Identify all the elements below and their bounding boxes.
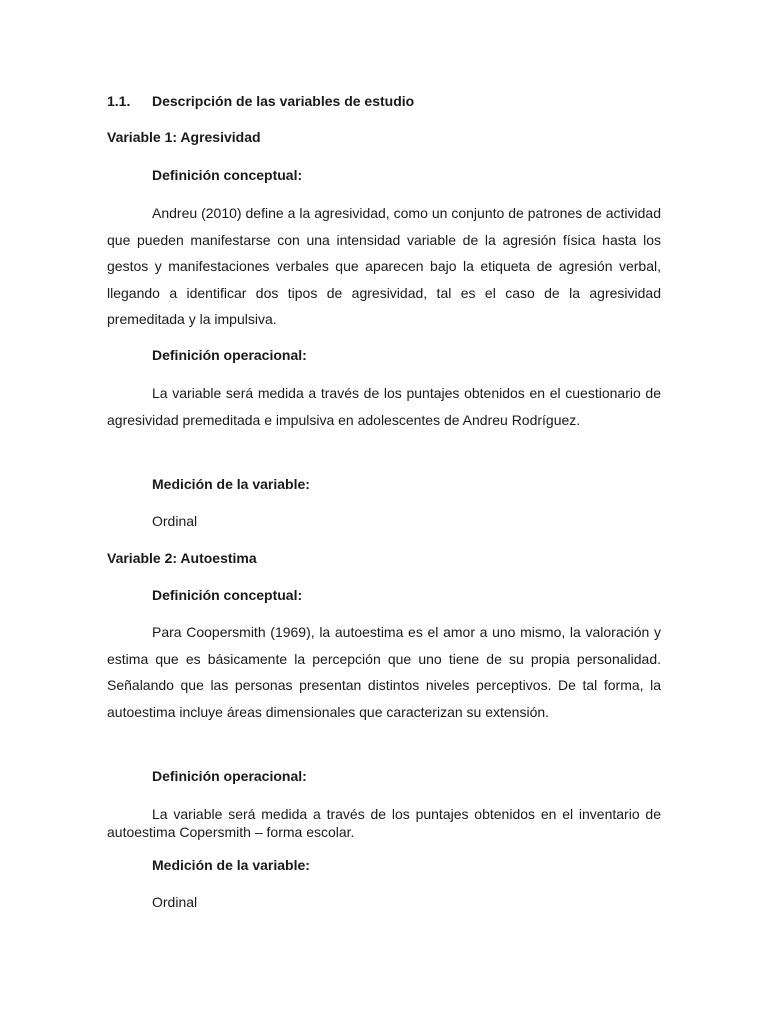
variable-1-heading: Variable 1: Agresividad xyxy=(107,129,261,145)
variable-1-conceptual-label: Definición conceptual: xyxy=(152,167,303,183)
variable-1-operational-label: Definición operacional: xyxy=(152,347,307,363)
variable-2-heading: Variable 2: Autoestima xyxy=(107,550,257,566)
variable-1-measurement-value: Ordinal xyxy=(152,513,198,529)
variable-2-conceptual-label: Definición conceptual: xyxy=(152,587,303,603)
variable-2-operational-text: La variable será medida a través de los puntajes obtenidos en el inventario de autoestima Copersmith – forma escolar. xyxy=(107,806,661,840)
variable-1-conceptual-text: Andreu (2010) define a la agresividad, como un conjunto de patrones de actividad que pueden manifestarse con una intensidad variable de la agresión física hasta los gestos y manifestaciones verbales que aparecen bajo la etiqueta de agresión verbal, llegando a identificar dos tipos de agresividad, tal es el caso de la agresividad premeditada y la impulsiva. xyxy=(107,205,661,327)
variable-2-conceptual-text: Para Coopersmith (1969), la autoestima es el amor a uno mismo, la valoración y estima que es básicamente la percepción que uno tiene de su propia personalidad. Señalando que las personas presentan distintos niveles perceptivos. De tal forma, la autoestima incluye áreas dimensionales que caracterizan su extensión. xyxy=(107,624,661,720)
variable-1-operational-text: La variable será medida a través de los puntajes obtenidos en el cuestionario de agresividad premeditada e impulsiva en adolescentes de Andreu Rodríguez. xyxy=(107,385,661,428)
variable-1-measurement-label: Medición de la variable: xyxy=(152,476,310,492)
variable-2-measurement-label: Medición de la variable: xyxy=(152,857,310,873)
section-number: 1.1. xyxy=(107,93,131,109)
variable-2-measurement-value: Ordinal xyxy=(152,894,198,910)
section-title: Descripción de las variables de estudio xyxy=(152,93,415,109)
variable-2-operational-label: Definición operacional: xyxy=(152,768,307,784)
